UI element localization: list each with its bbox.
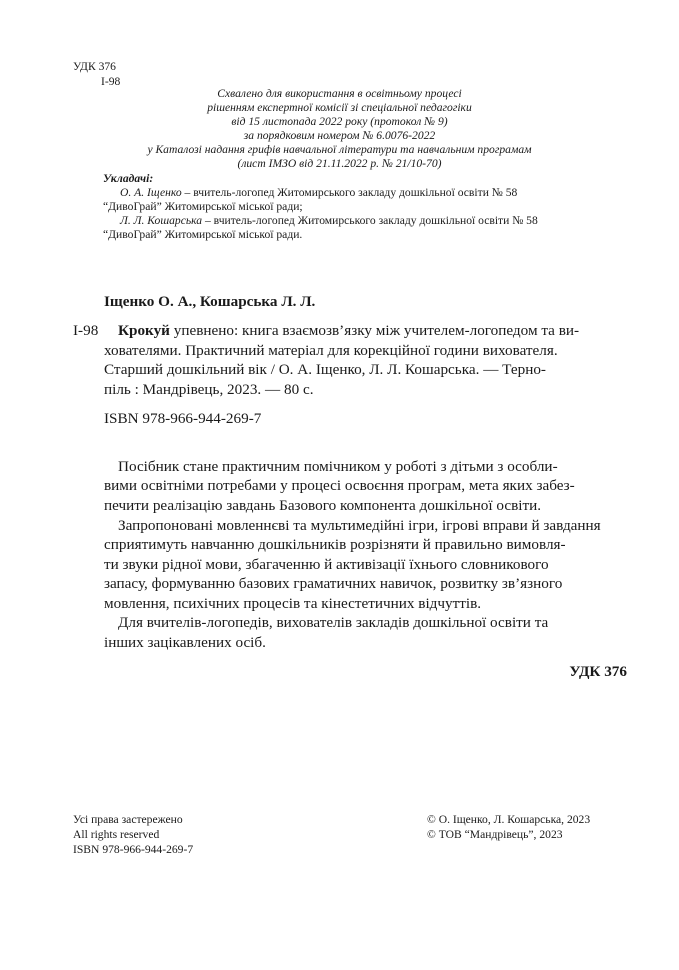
catalog-index: І-98 <box>101 75 121 88</box>
udk-code: УДК 376 <box>73 60 116 73</box>
compiler-2-role: – вчитель-логопед Житомирського закладу дошкільної освіти № 58 <box>202 214 538 227</box>
annotation-p2-line: запасу, формуванню базових граматичних навичок, розвитку зв’язного <box>104 575 563 592</box>
annotation-p2-line: сприятимуть навчанню дошкільників розрізняти й правильно вимовля- <box>104 536 566 553</box>
rights-reserved-ua: Усі права застережено <box>73 813 183 826</box>
approval-line: від 15 листопада 2022 року (протокол № 9) <box>231 115 448 128</box>
approval-line: (лист ІМЗО від 21.11.2022 р. № 21/10-70) <box>237 157 442 170</box>
compiler-2-line-2: “ДивоГрай” Житомирської міської ради. <box>103 228 303 241</box>
biblio-title-word: Крокуй <box>118 322 170 339</box>
annotation-p1-line: Посібник стане практичним помічником у роботі з дітьми з особли- <box>118 458 558 475</box>
biblio-title-rest: упевнено: книга взаємозв’язку між учителем-логопедом та ви- <box>169 322 580 339</box>
annotation-p2-line: ти звуки рідної мови, збагаченню й активізації їхнього словникового <box>104 556 549 573</box>
compiler-2-name: Л. Л. Кошарська <box>120 214 203 227</box>
compiler-1-line-2: “ДивоГрай” Житомирської міської ради; <box>103 200 303 213</box>
rights-reserved-en: All rights reserved <box>73 828 160 841</box>
biblio-index: І-98 <box>73 322 99 339</box>
biblio-line-2: хователями. Практичний матеріал для корекційної години вихователя. <box>104 342 558 359</box>
footer-isbn: ISBN 978-966-944-269-7 <box>73 843 194 856</box>
compilers-heading: Укладачі: <box>103 172 154 185</box>
annotation-udk: УДК 376 <box>569 663 627 680</box>
biblio-line-4: піль : Мандрівець, 2023. — 80 с. <box>104 381 314 398</box>
compiler-2-line-1 <box>120 214 538 228</box>
copyright-publisher: © ТОВ “Мандрівець”, 2023 <box>427 828 563 841</box>
biblio-line-3: Старший дошкільний вік / О. А. Іщенко, Л. Л. Кошарська. — Терно- <box>104 361 546 378</box>
annotation-p3-line: інших зацікавлених осіб. <box>104 634 266 651</box>
biblio-authors: Іщенко О. А., Кошарська Л. Л. <box>104 293 316 310</box>
copyright-authors: © О. Іщенко, Л. Кошарська, 2023 <box>427 813 591 826</box>
annotation-p3-line: Для вчителів-логопедів, вихователів закладів дошкільної освіти та <box>118 614 549 631</box>
approval-line: рішенням експертної комісії зі спеціальної педагогіки <box>207 101 472 114</box>
biblio-isbn: ISBN 978-966-944-269-7 <box>104 410 262 427</box>
biblio-line-1 <box>118 321 579 341</box>
annotation-p1-line: печити реалізацію завдань Базового компонента дошкільної освіти. <box>104 497 542 514</box>
approval-line: за порядковим номером № 6.0076-2022 <box>243 129 436 142</box>
approval-line: Схвалено для використання в освітньому процесі <box>217 87 462 100</box>
annotation-p1-line: вими освітніми потребами у процесі освоєння програм, мета яких забез- <box>104 477 575 494</box>
annotation-p2-line: мовлення, психічних процесів та кінестетичних відчуттів. <box>104 595 482 612</box>
compiler-1-line-1 <box>120 186 517 200</box>
compiler-1-name: О. А. Іщенко <box>120 186 182 199</box>
compiler-1-role: – вчитель-логопед Житомирського закладу дошкільної освіти № 58 <box>181 186 518 199</box>
approval-line: у Каталозі надання грифів навчальної літератури та навчальним програмам <box>147 143 532 156</box>
annotation-p2-line: Запропоновані мовленнєві та мультимедійні ігри, ігрові вправи й завдання <box>118 517 601 534</box>
